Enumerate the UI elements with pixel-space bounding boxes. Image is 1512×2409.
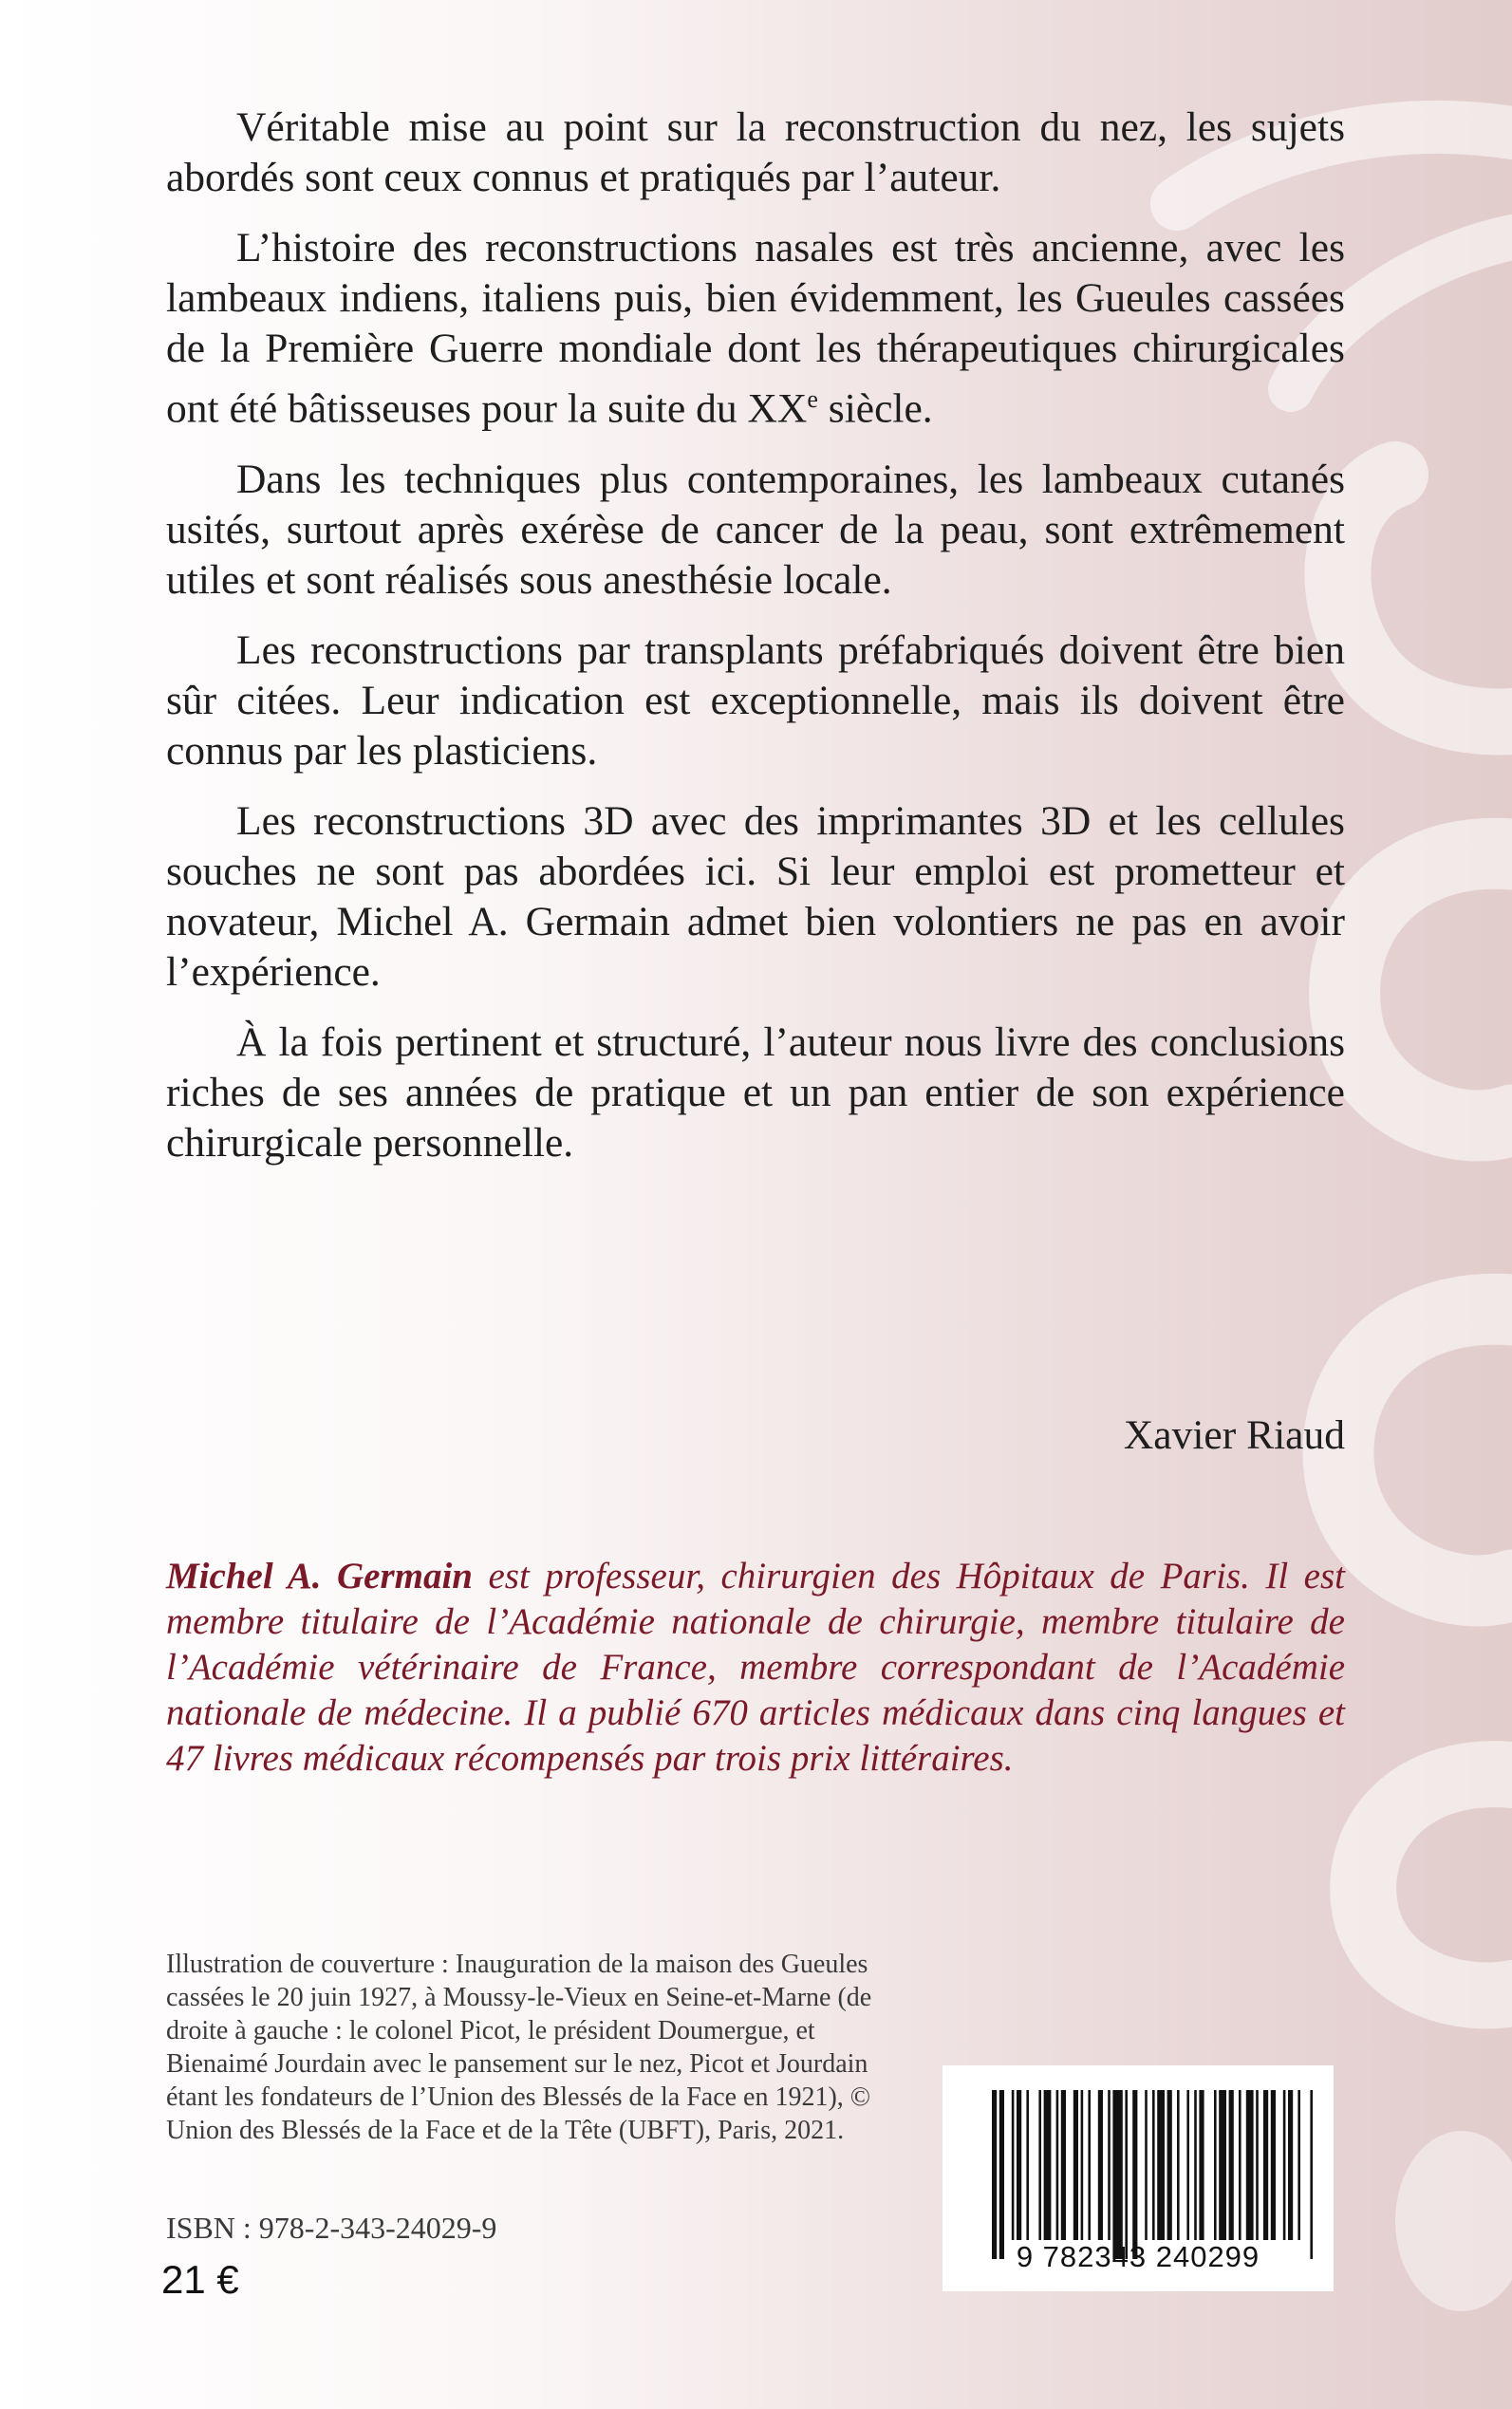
barcode-box (943, 2065, 1334, 2291)
barcode-bar (1263, 2090, 1268, 2240)
barcode-bar (1152, 2090, 1155, 2240)
barcode-bar (1283, 2090, 1286, 2240)
barcode-bar (1271, 2090, 1276, 2240)
barcode-bar (1061, 2090, 1066, 2240)
century-superscript: e (807, 385, 818, 413)
author-bio-text: est professeur, chirurgien des Hôpitaux de Paris. Il est membre titulaire de l’Académie nationale de chirurgie, membre titulaire de l’Académie vétérinaire de France, membre correspondant de l’Académie nationale de médecine. Il a publié 670 articles médicaux dans cinq langues et 47 livres médicaux récompensés par trois prix littéraires. (166, 1556, 1345, 1779)
barcode-bar (1012, 2090, 1015, 2240)
review-text (166, 103, 1345, 1188)
barcode-bar (1199, 2090, 1204, 2240)
barcode-bar (1246, 2090, 1254, 2240)
barcode-bar (1194, 2090, 1197, 2240)
barcode-bar (1056, 2090, 1059, 2240)
barcode-bar (992, 2090, 997, 2259)
barcode-bar (1214, 2090, 1217, 2240)
barcode-bar (1167, 2090, 1172, 2240)
barcode-bar (1186, 2090, 1189, 2240)
barcode-bar (1229, 2090, 1234, 2240)
paragraph-3: Dans les techniques plus contemporaines, les lambeaux cutanés usités, surtout après exérèse de cancer de la peau, sont extrêmement utiles et sont réalisés sous anesthésie locale. (166, 456, 1345, 603)
barcode-bar (1017, 2090, 1021, 2240)
barcode-bar (1088, 2090, 1091, 2240)
paragraph-4: Les reconstructions par transplants préfabriqués doivent être bien sûr citées. Leur indication est exceptionnelle, mais ils doivent être connus par les plasticiens. (166, 626, 1345, 774)
price: 21 € (161, 2257, 239, 2302)
barcode-bar (1219, 2090, 1226, 2240)
barcode-digits: 9 782343 240299 (1016, 2240, 1260, 2273)
barcode-bar (1145, 2090, 1148, 2240)
isbn: ISBN : 978-2-343-24029-9 (166, 2211, 497, 2245)
author-name: Michel A. Germain (166, 1556, 473, 1597)
barcode-bar (999, 2090, 1004, 2259)
barcode-bar (1081, 2090, 1084, 2240)
barcode-bar (1157, 2090, 1165, 2240)
illustration-credit: Illustration de couverture : Inauguration de la maison des Gueules cassées le 20 juin 1927, à Moussy-le-Vieux en Seine-et-Marne (de droite à gauche : le colonel Picot, le président Doumergue, et Bienaimé Jourdain avec le pansement sur le nez, Picot et Jourdain étant les fondateurs de l’Union des Blessés de la Face en 1921), © Union des Blessés de la Face et de la Tête (UBFT), Paris, 2021. (166, 1950, 872, 2145)
barcode-bar (1288, 2090, 1293, 2240)
barcode-bar (1108, 2090, 1111, 2240)
paragraph-6: À la fois pertinent et structuré, l’auteur nous livre des conclusions riches de ses années de pratique et un pan entier de son expérience chirurgicale personnelle. (166, 1018, 1345, 1166)
barcode-bar (1038, 2090, 1041, 2240)
paragraph-5: Les reconstructions 3D avec des imprimantes 3D et les cellules souches ne sont pas abordées ici. Si leur emploi est prometteur et novateur, Michel A. Germain admet bien volontiers ne pas en avoir l’expérience. (166, 797, 1345, 995)
barcode-bar (1098, 2090, 1103, 2240)
paragraph-2 (166, 223, 1345, 435)
barcode-bar (1297, 2090, 1300, 2240)
barcode-bar (1112, 2090, 1122, 2259)
century-tail: siècle. (817, 385, 933, 432)
barcode-bar (1239, 2090, 1241, 2240)
review-signature: Xavier Riaud (1123, 1412, 1345, 1458)
barcode-bar (1177, 2090, 1180, 2240)
paragraph-2-text: L’histoire des reconstructions nasales est très ancienne, avec les lambeaux indiens, italiens puis, bien évidemment, les Gueules cassées de la Première Guerre mondiale dont les thérapeutiques chirurgicales ont été bâtisseuses pour la suite du XX (166, 225, 1345, 432)
author-bio (166, 1554, 1345, 1782)
barcode-bar (1125, 2090, 1128, 2259)
barcode-bar (1132, 2090, 1137, 2259)
paragraph-1: Véritable mise au point sur la reconstruction du nez, les sujets abordés sont ceux connus et pratiqués par l’auteur. (166, 104, 1345, 200)
barcode-bar (1026, 2090, 1029, 2240)
barcode-bar (1044, 2090, 1052, 2240)
barcode-bar (1256, 2090, 1259, 2240)
barcode-bar (1310, 2090, 1313, 2259)
barcode-bar (1073, 2090, 1078, 2240)
